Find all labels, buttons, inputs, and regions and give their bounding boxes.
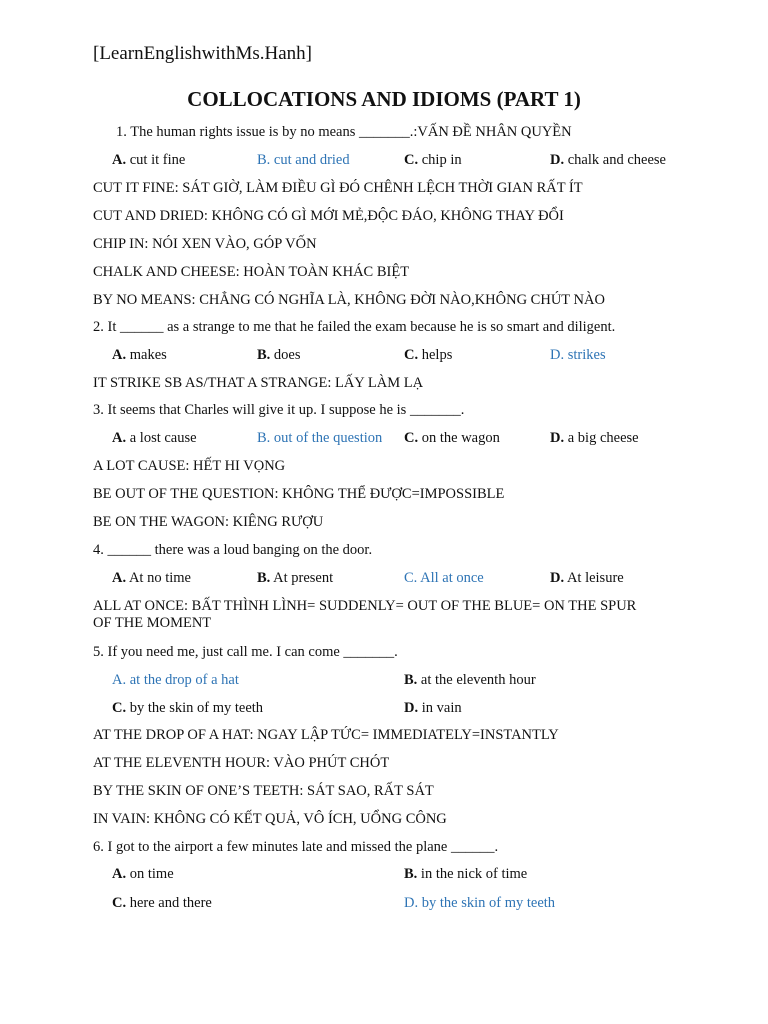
header-text: [LearnEnglishwithMs.Hanh] (93, 43, 312, 64)
question-2-stem: 2. It ______ as a strange to me that he failed the exam because he is so smart and diligent. (93, 319, 616, 335)
question-3-options (0, 430, 768, 450)
question-3-stem: 3. It seems that Charles will give it up. I suppose he is _______. (93, 402, 465, 418)
question-3-option-d: D. a big cheese (550, 430, 639, 446)
question-4-option-c: C. All at once (404, 570, 484, 586)
note: BE OUT OF THE QUESTION: KHÔNG THỂ ĐƯỢC=IMPOSSIBLE (93, 486, 505, 502)
question-6-options-row-2 (0, 895, 768, 915)
question-6-stem: 6. I got to the airport a few minutes late and missed the plane ______. (93, 839, 499, 855)
note: IN VAIN: KHÔNG CÓ KẾT QUẢ, VÔ ÍCH, UỔNG CÔNG (93, 811, 447, 827)
question-3-option-a: A. a lost cause (112, 430, 197, 446)
note: AT THE ELEVENTH HOUR: VÀO PHÚT CHÓT (93, 755, 390, 771)
question-2-options (0, 347, 768, 367)
note: AT THE DROP OF A HAT: NGAY LẬP TỨC= IMMEDIATELY=INSTANTLY (93, 727, 559, 743)
question-5-stem: 5. If you need me, just call me. I can come _______. (93, 644, 398, 660)
question-5-option-c: C. by the skin of my teeth (112, 700, 264, 716)
question-4-option-b: B. At present (257, 570, 334, 586)
question-5-options-row-1 (0, 672, 768, 692)
question-4-option-a: A. At no time (112, 570, 191, 586)
question-6-options-row-1 (0, 866, 768, 886)
note: ALL AT ONCE: BẤT THÌNH LÌNH= SUDDENLY= OUT OF THE BLUE= ON THE SPUR OF THE MOMENT (93, 598, 637, 631)
question-3-option-b: B. out of the question (257, 430, 383, 446)
question-6-option-b: B. in the nick of time (404, 866, 528, 882)
question-1-option-a: A. cut it fine (112, 152, 186, 168)
question-4-option-d: D. At leisure (550, 570, 624, 586)
question-5-options-row-2 (0, 700, 768, 720)
question-1-option-c: C. chip in (404, 152, 462, 168)
note: CHIP IN: NÓI XEN VÀO, GÓP VỐN (93, 236, 317, 252)
note: BE ON THE WAGON: KIÊNG RƯỢU (93, 514, 324, 530)
note: CUT AND DRIED: KHÔNG CÓ GÌ MỚI MẺ,ĐỘC ĐÁO, KHÔNG THAY ĐỔI (93, 208, 564, 224)
question-2-option-a: A. makes (112, 347, 167, 363)
note: CHALK AND CHEESE: HOÀN TOÀN KHÁC BIỆT (93, 264, 410, 280)
question-2-option-c: C. helps (404, 347, 453, 363)
question-1-option-d: D. chalk and cheese (550, 152, 666, 168)
question-5-option-a: A. at the drop of a hat (112, 672, 239, 688)
question-3-option-c: C. on the wagon (404, 430, 500, 446)
question-1-stem: 1. The human rights issue is by no means _______.:VẤN ĐỀ NHÂN QUYỀN (116, 124, 572, 140)
question-4-stem: 4. ______ there was a loud banging on the door. (93, 542, 373, 558)
note: IT STRIKE SB AS/THAT A STRANGE: LẤY LÀM LẠ (93, 375, 424, 391)
note: BY THE SKIN OF ONE’S TEETH: SÁT SAO, RẤT SÁT (93, 783, 434, 799)
question-6-option-c: C. here and there (112, 895, 212, 911)
question-6-option-a: A. on time (112, 866, 174, 882)
question-4-options (0, 570, 768, 590)
question-1-options (0, 152, 768, 172)
question-2-option-d: D. strikes (550, 347, 606, 363)
question-5-option-d: D. in vain (404, 700, 462, 716)
page-title: COLLOCATIONS AND IDIOMS (PART 1) (187, 87, 581, 111)
note: CUT IT FINE: SÁT GIỜ, LÀM ĐIỀU GÌ ĐÓ CHÊNH LỆCH THỜI GIAN RẤT ÍT (93, 180, 583, 196)
question-2-option-b: B. does (257, 347, 301, 363)
question-5-option-b: B. at the eleventh hour (404, 672, 536, 688)
question-6-option-d: D. by the skin of my teeth (404, 895, 556, 911)
note: BY NO MEANS: CHẲNG CÓ NGHĨA LÀ, KHÔNG ĐỜI NÀO,KHÔNG CHÚT NÀO (93, 292, 605, 308)
note: A LOT CAUSE: HẾT HI VỌNG (93, 458, 286, 474)
question-1-option-b: B. cut and dried (257, 152, 350, 168)
